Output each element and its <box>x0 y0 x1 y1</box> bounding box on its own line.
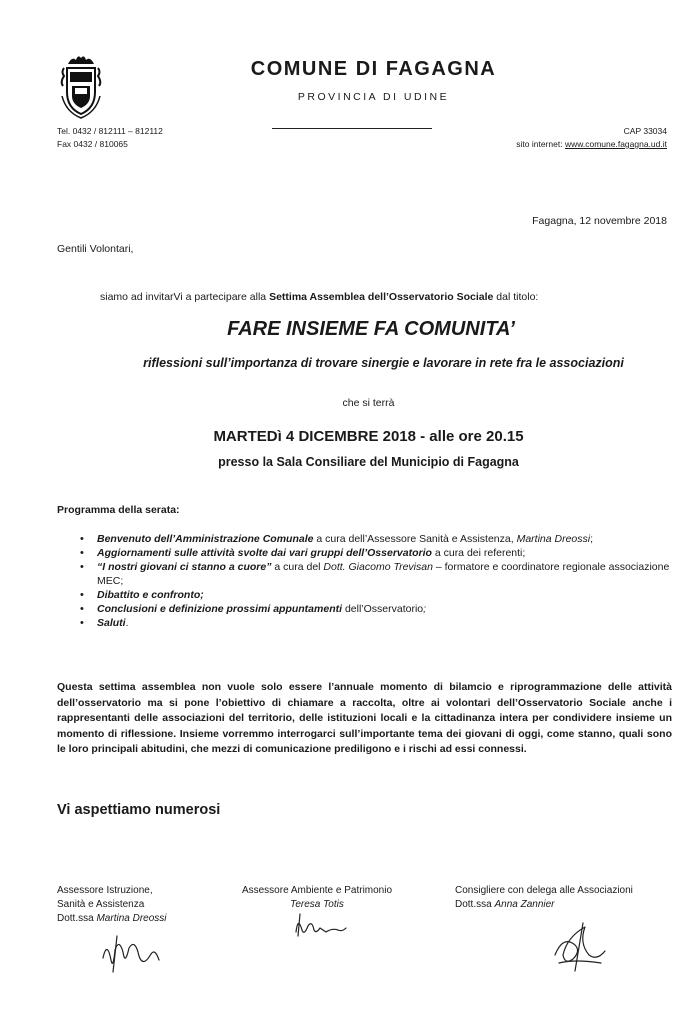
signature-block-1 <box>57 884 167 926</box>
program-item-bold: Conclusioni e definizione prossimi appuntamenti <box>97 603 343 615</box>
event-datetime: MARTEDì 4 DICEMBRE 2018 - alle ore 20.15 <box>213 428 524 445</box>
program-item <box>80 588 670 602</box>
program-item-bold: Aggiornamenti sulle attività svolte dai vari gruppi dell’Osservatorio <box>97 547 432 559</box>
site-line <box>516 138 667 151</box>
province-subtitle: PROVINCIA DI UDINE <box>297 91 450 103</box>
program-item-italic: ; <box>423 603 427 615</box>
handwritten-signature-1 <box>95 930 165 975</box>
signature-block-3 <box>455 884 633 912</box>
tel-line: Tel. 0432 / 812111 – 812112 <box>57 126 163 136</box>
program-item-bold: Benvenuto dell’Amministrazione Comunale <box>97 533 314 545</box>
program-item-bold: “I nostri giovani ci stanno a cuore” <box>97 561 272 573</box>
signature-title: Dott.ssa <box>455 899 492 910</box>
letter-date: Fagagna, 12 novembre 2018 <box>532 215 667 227</box>
signature-name: Teresa Totis <box>290 899 344 910</box>
signature-name-line <box>57 912 167 926</box>
event-headline: FARE INSIEME FA COMUNITA’ <box>227 318 515 340</box>
program-item-italic: Dott. Giacomo Trevisan <box>323 561 433 573</box>
invite-pre: siamo ad invitarVi a partecipare alla <box>100 291 267 303</box>
event-tagline: riflessioni sull’importanza di trovare sinergie e lavorare in rete fra le associazioni <box>143 356 624 370</box>
closing-line: Vi aspettiamo numerosi <box>57 802 221 818</box>
site-label: sito internet: <box>516 139 563 149</box>
program-item <box>80 616 670 630</box>
signature-title: Dott.ssa <box>57 913 94 924</box>
signature-role: Sanità e Assistenza <box>57 899 145 910</box>
will-be-held: che si terrà <box>342 397 395 409</box>
signature-name: Martina Dreossi <box>96 913 167 924</box>
greeting: Gentili Volontari, <box>57 243 134 255</box>
invite-event-name: Settima Assemblea dell’Osservatorio Sociale <box>269 291 494 303</box>
program-item-italic: Martina Dreossi <box>516 533 591 545</box>
program-list <box>80 532 670 630</box>
body-paragraph: Questa settima assemblea non vuole solo essere l’annuale momento di bilamcio e riprogrammazione delle attività dell’osservatorio ma si pone l’obiettivo di chiamare a raccolta, oltre ai volontari dell’Osservatorio Sociale anche i rappresentanti delle associazioni del territorio, delle istituzioni locali e la cittadinanza intera per condividere insieme un momento di riflessione. Insieme vorremmo interrogarci sull’importante tema dei giovani di oggi, come stanno, quali sono le loro principali abitudini, che mezzi di comunicazione prediligono e i rischi ad essi connessi. <box>57 681 672 755</box>
handwritten-signature-2 <box>290 910 350 940</box>
cap-line: CAP 33034 <box>623 126 667 136</box>
program-item-tail: – formatore e coordinatore regionale associazione MEC; <box>97 561 670 587</box>
program-item-bold: Dibattito e confronto; <box>97 589 204 601</box>
program-item <box>80 532 670 546</box>
signature-name-line <box>455 898 633 912</box>
program-item <box>80 560 670 588</box>
program-item-text: a cura del <box>274 561 321 573</box>
program-item-tail: ; <box>590 533 594 545</box>
contact-phones <box>57 125 163 151</box>
program-item-bold: Saluti <box>97 617 126 629</box>
invitation-line <box>100 291 538 303</box>
program-item <box>80 546 670 560</box>
program-item-text: a cura dei referenti; <box>434 547 526 559</box>
header-divider <box>272 128 432 129</box>
event-location: presso la Sala Consiliare del Municipio di Fagagna <box>218 455 519 469</box>
invite-post: dal titolo: <box>496 291 539 303</box>
program-item-text: a cura dell’Assessore Sanità e Assistenza, <box>316 533 514 545</box>
municipality-title: COMUNE DI FAGAGNA <box>250 58 497 80</box>
signature-name: Anna Zannier <box>494 899 555 910</box>
handwritten-signature-3 <box>545 915 615 975</box>
program-item <box>80 602 670 616</box>
program-title: Programma della serata: <box>57 504 180 516</box>
signature-role: Assessore Istruzione, <box>57 885 153 896</box>
program-item-text: dell’Osservatorio <box>344 603 424 615</box>
website-link[interactable]: www.comune.fagagna.ud.it <box>564 139 667 149</box>
signature-role: Assessore Ambiente e Patrimonio <box>241 885 393 896</box>
fax-line: Fax 0432 / 810065 <box>57 139 128 149</box>
signature-role: Consigliere con delega alle Associazioni <box>455 885 633 896</box>
signature-block-2 <box>232 884 402 912</box>
program-item-text: . <box>125 617 129 629</box>
contact-address <box>516 125 667 151</box>
